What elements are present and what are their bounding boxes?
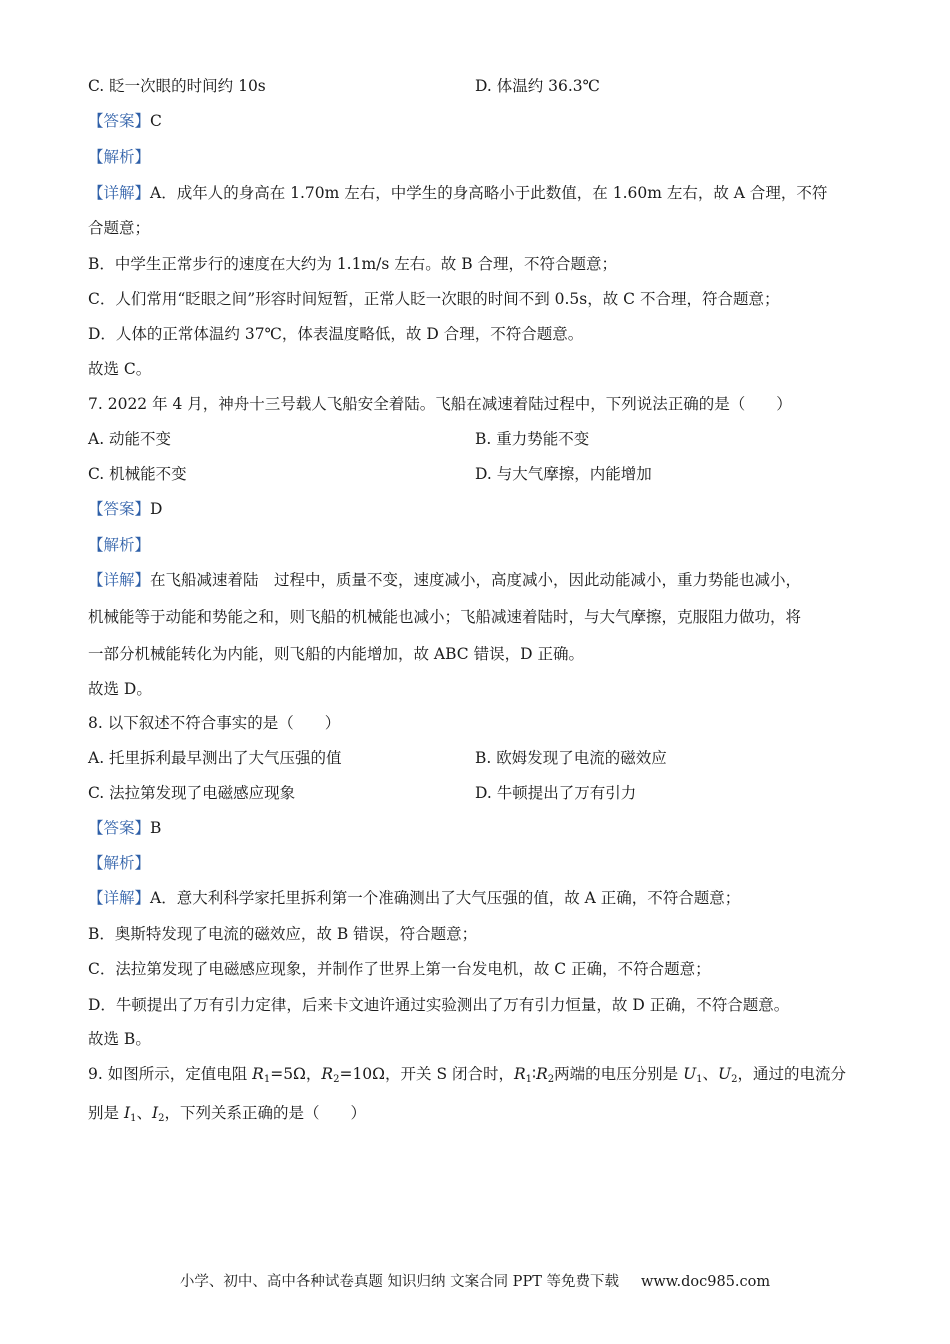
answer-value: D [150, 500, 163, 518]
detail-tag: 【详解】 [88, 571, 151, 589]
q6-detail-c: C．人们常用“眨眼之间”形容时间短暂，正常人眨一次眼的时间不到 0.5s，故 C 不合理，符合题意； [88, 290, 780, 308]
q6-option-d: D. 体温约 36.3℃ [475, 77, 601, 95]
answer-value: C [150, 112, 162, 130]
q9-text: ，通过的电流分 [737, 1065, 847, 1083]
q6-option-c: C. 眨一次眼的时间约 10s [88, 77, 266, 95]
q6-conclusion: 故选 C。 [88, 360, 152, 378]
subscript: 1 [130, 1113, 137, 1124]
q7-answer [88, 499, 162, 519]
q6-detail-a-2: 合题意； [88, 219, 151, 237]
q6-analysis-tag: 【解析】 [88, 148, 151, 166]
page-footer [0, 1270, 950, 1291]
q9-text: =5Ω， [270, 1065, 322, 1083]
subscript: 1 [525, 1074, 533, 1085]
subscript: 2 [547, 1074, 555, 1085]
q8-analysis-tag: 【解析】 [88, 854, 151, 872]
q7-analysis-tag: 【解析】 [88, 536, 151, 554]
q6-detail-a-1 [88, 183, 827, 203]
footer-text: 小学、初中、高中各种试卷真题 知识归纳 文案合同 PPT 等免费下载 [179, 1274, 619, 1290]
detail-text: 在飞船减速着陆 过程中，质量不变，速度减小，高度减小，因此动能减小，重力势能也减小， [150, 571, 802, 589]
subscript: 2 [731, 1074, 738, 1085]
symbol-r: R [252, 1065, 264, 1083]
q8-detail-a [88, 888, 740, 908]
q8-detail-d: D．牛顿提出了万有引力定律，后来卡文迪许通过实验测出了万有引力恒量，故 D 正确，不符合题意。 [88, 996, 790, 1014]
q7-detail-2: 机械能等于动能和势能之和，则飞船的机械能也减小；飞船减速着陆时，与大气摩擦，克服阻力做功，将 [88, 608, 802, 626]
q8-answer [88, 818, 161, 838]
symbol-i: I [151, 1104, 159, 1122]
q8-question: 8. 以下叙述不符合事实的是（ ） [88, 714, 341, 732]
detail-text: A．成年人的身高在 1.70m 左右，中学生的身高略小于此数值，在 1.60m 左右，故 A 合理，不符 [150, 184, 828, 202]
detail-text: A．意大利科学家托里拆利第一个准确测出了大气压强的值，故 A 正确，不符合题意； [150, 889, 741, 907]
subscript: 2 [158, 1113, 165, 1124]
q9-question-line-1 [88, 1064, 846, 1084]
q9-text: 9. 如图所示，定值电阻 [88, 1065, 253, 1083]
symbol-i: I [123, 1104, 131, 1122]
q7-detail-3: 一部分机械能转化为内能，则飞船的内能增加，故 ABC 错误，D 正确。 [88, 645, 584, 663]
q9-question-line-2 [88, 1103, 366, 1123]
subscript: 1 [263, 1074, 271, 1085]
q7-option-b: B. 重力势能不变 [475, 430, 590, 448]
detail-tag: 【详解】 [88, 889, 151, 907]
q9-text: 别是 [88, 1104, 124, 1122]
ratio-colon: ∶ [532, 1065, 537, 1083]
q8-option-b: B. 欧姆发现了电流的磁效应 [475, 749, 667, 767]
q9-text: =10Ω，开关 S 闭合时， [339, 1065, 514, 1083]
detail-tag: 【详解】 [88, 184, 151, 202]
q8-option-c: C. 法拉第发现了电磁感应现象 [88, 784, 296, 802]
q8-detail-b: B．奥斯特发现了电流的磁效应，故 B 错误，符合题意； [88, 925, 478, 943]
answer-tag: 【答案】 [88, 500, 151, 518]
answer-tag: 【答案】 [88, 819, 151, 837]
symbol-r: R [321, 1065, 334, 1083]
footer-url[interactable]: www.doc985.com [640, 1274, 771, 1290]
answer-value: B [150, 819, 162, 837]
q8-detail-c: C．法拉第发现了电磁感应现象，并制作了世界上第一台发电机，故 C 正确，不符合题意； [88, 960, 711, 978]
subscript: 1 [696, 1074, 703, 1085]
symbol-u: U [683, 1065, 697, 1083]
answer-tag: 【答案】 [88, 112, 151, 130]
q8-option-d: D. 牛顿提出了万有引力 [475, 784, 637, 802]
symbol-u: U [718, 1065, 732, 1083]
q7-option-c: C. 机械能不变 [88, 465, 187, 483]
symbol-r: R [536, 1065, 548, 1083]
separator: 、 [702, 1065, 719, 1083]
q9-text: 两端的电压分别是 [554, 1065, 684, 1083]
q6-detail-d: D．人体的正常体温约 37℃，体表温度略低，故 D 合理，不符合题意。 [88, 325, 584, 343]
q6-answer [88, 111, 162, 131]
q7-option-a: A. 动能不变 [88, 430, 172, 448]
q8-conclusion: 故选 B。 [88, 1030, 151, 1048]
symbol-r: R [514, 1065, 526, 1083]
q6-detail-b: B．中学生正常步行的速度在大约为 1.1m/s 左右。故 B 合理，不符合题意； [88, 255, 618, 273]
q7-question: 7. 2022 年 4 月，神舟十三号载人飞船安全着陆。飞船在减速着陆过程中，下列说法正确的是（ ） [88, 395, 792, 413]
subscript: 2 [333, 1074, 340, 1085]
q7-detail-1 [88, 570, 801, 590]
q7-conclusion: 故选 D。 [88, 680, 152, 698]
q7-option-d: D. 与大气摩擦，内能增加 [475, 465, 652, 483]
separator: 、 [136, 1104, 152, 1122]
q9-text: ，下列关系正确的是（ ） [164, 1104, 366, 1122]
q8-option-a: A. 托里拆利最早测出了大气压强的值 [88, 749, 342, 767]
